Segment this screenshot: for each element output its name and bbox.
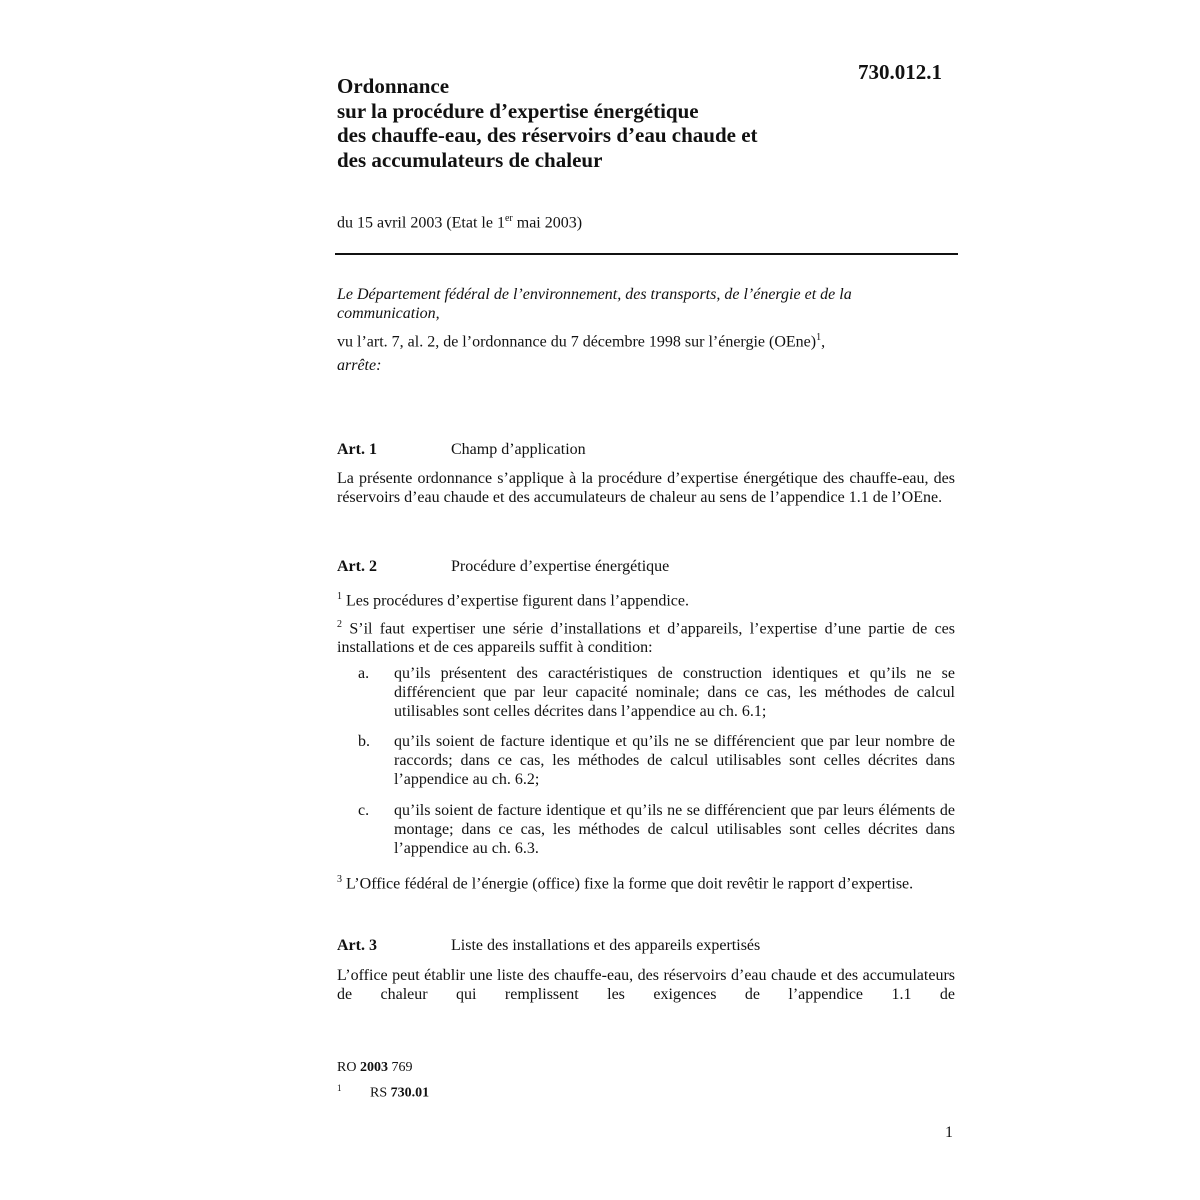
title-divider [335,253,958,255]
article-2-paragraph-1: $^1$ Les procédures d’expertise figurent dans l’appendice. [337,591,689,610]
list-label: c. [358,802,370,819]
title-line: des chauffe-eau, des réservoirs d’eau chaude et [337,123,758,147]
list-text: qu’ils soient de facture identique et qu’ils ne se différencient que par leurs éléments de montage; dans ce cas, les méthodes de calcul utilisables sont celles décrites dans l’appendice au ch. 6.3. [394,802,955,857]
article-3-heading [337,937,760,955]
ordinance-title [337,74,758,172]
list-label: a. [358,665,370,682]
article-3-text: L’office peut établir une liste des chauffe-eau, des réservoirs d’eau chaude et des accumulateurs de chaleur qui remplissent les exigences de l’appendice 1.1 de [337,967,955,1003]
title-line: sur la procédure d’expertise énergétique [337,98,699,123]
page-number: 1 [945,1124,953,1141]
list-text: qu’ils soient de facture identique et qu’ils ne se différencient que par leur nombre de raccords; dans ce cas, les méthodes de calcul utilisables sont celles décrites dans l’appendice au ch. 6.2; [394,733,955,788]
footnote-1: $^1$ RS 730.01 [337,1083,430,1101]
list-label: b. [358,733,370,750]
list-text: qu’ils présentent des caractéristiques de construction identiques et qu’ils ne se différencient que par leur capacité nominale; dans ce cas, les méthodes de calcul utilisables sont celles décrites dans l’appendice au ch. 6.1; [394,665,955,720]
title-line: Ordonnance [337,74,450,98]
ro-reference: RO 2003 769 [337,1060,413,1075]
sr-number: 730.012.1 [858,60,942,84]
footnote-ref[interactable]: 1 [816,332,822,343]
article-1-text: La présente ordonnance s’applique à la procédure d’expertise énergétique des chauffe-eau, des réservoirs d’eau chaude et des accumulateurs de chaleur au sens de l’appendice 1.1 de l’OEne. [337,470,955,506]
article-title: Procédure d’expertise énergétique [451,558,670,575]
article-title: Champ d’application [451,441,586,458]
article-1-heading [337,441,586,459]
preamble [337,285,957,375]
article-2-paragraph-3: $^3$ L’Office fédéral de l’énergie (office) fixe la forme que doit revêtir le rapport d’expertise. [337,874,914,893]
article-number: Art. 2 [337,558,377,575]
article-2-paragraph-2: $^2$ S’il faut expertiser une série d’installations et d’appareils, l’expertise d’une partie de ces installations et de ces appareils suffit à condition: [337,619,955,657]
dateline: du 15 avril 2003 (Etat le 1er mai 2003) [337,213,583,232]
article-title: Liste des installations et des appareils expertisés [451,937,761,954]
preamble-basis: vu l’art. 7, al. 2, de l’ordonnance du 7 décembre 1998 sur l’énergie (OEne)$^1$, [337,332,826,351]
preamble-authority: Le Département fédéral de l’environnement, des transports, de l’énergie et de la communication, [337,286,852,322]
list-item-c [337,801,955,858]
list-item-b [337,732,955,789]
preamble-decree: arrête: [337,357,382,375]
article-2-heading [337,558,669,576]
footnotes [337,1058,429,1104]
article-number: Art. 1 [337,441,377,458]
title-line: des accumulateurs de chaleur [337,147,603,172]
list-item-a [337,664,955,721]
article-number: Art. 3 [337,937,377,954]
